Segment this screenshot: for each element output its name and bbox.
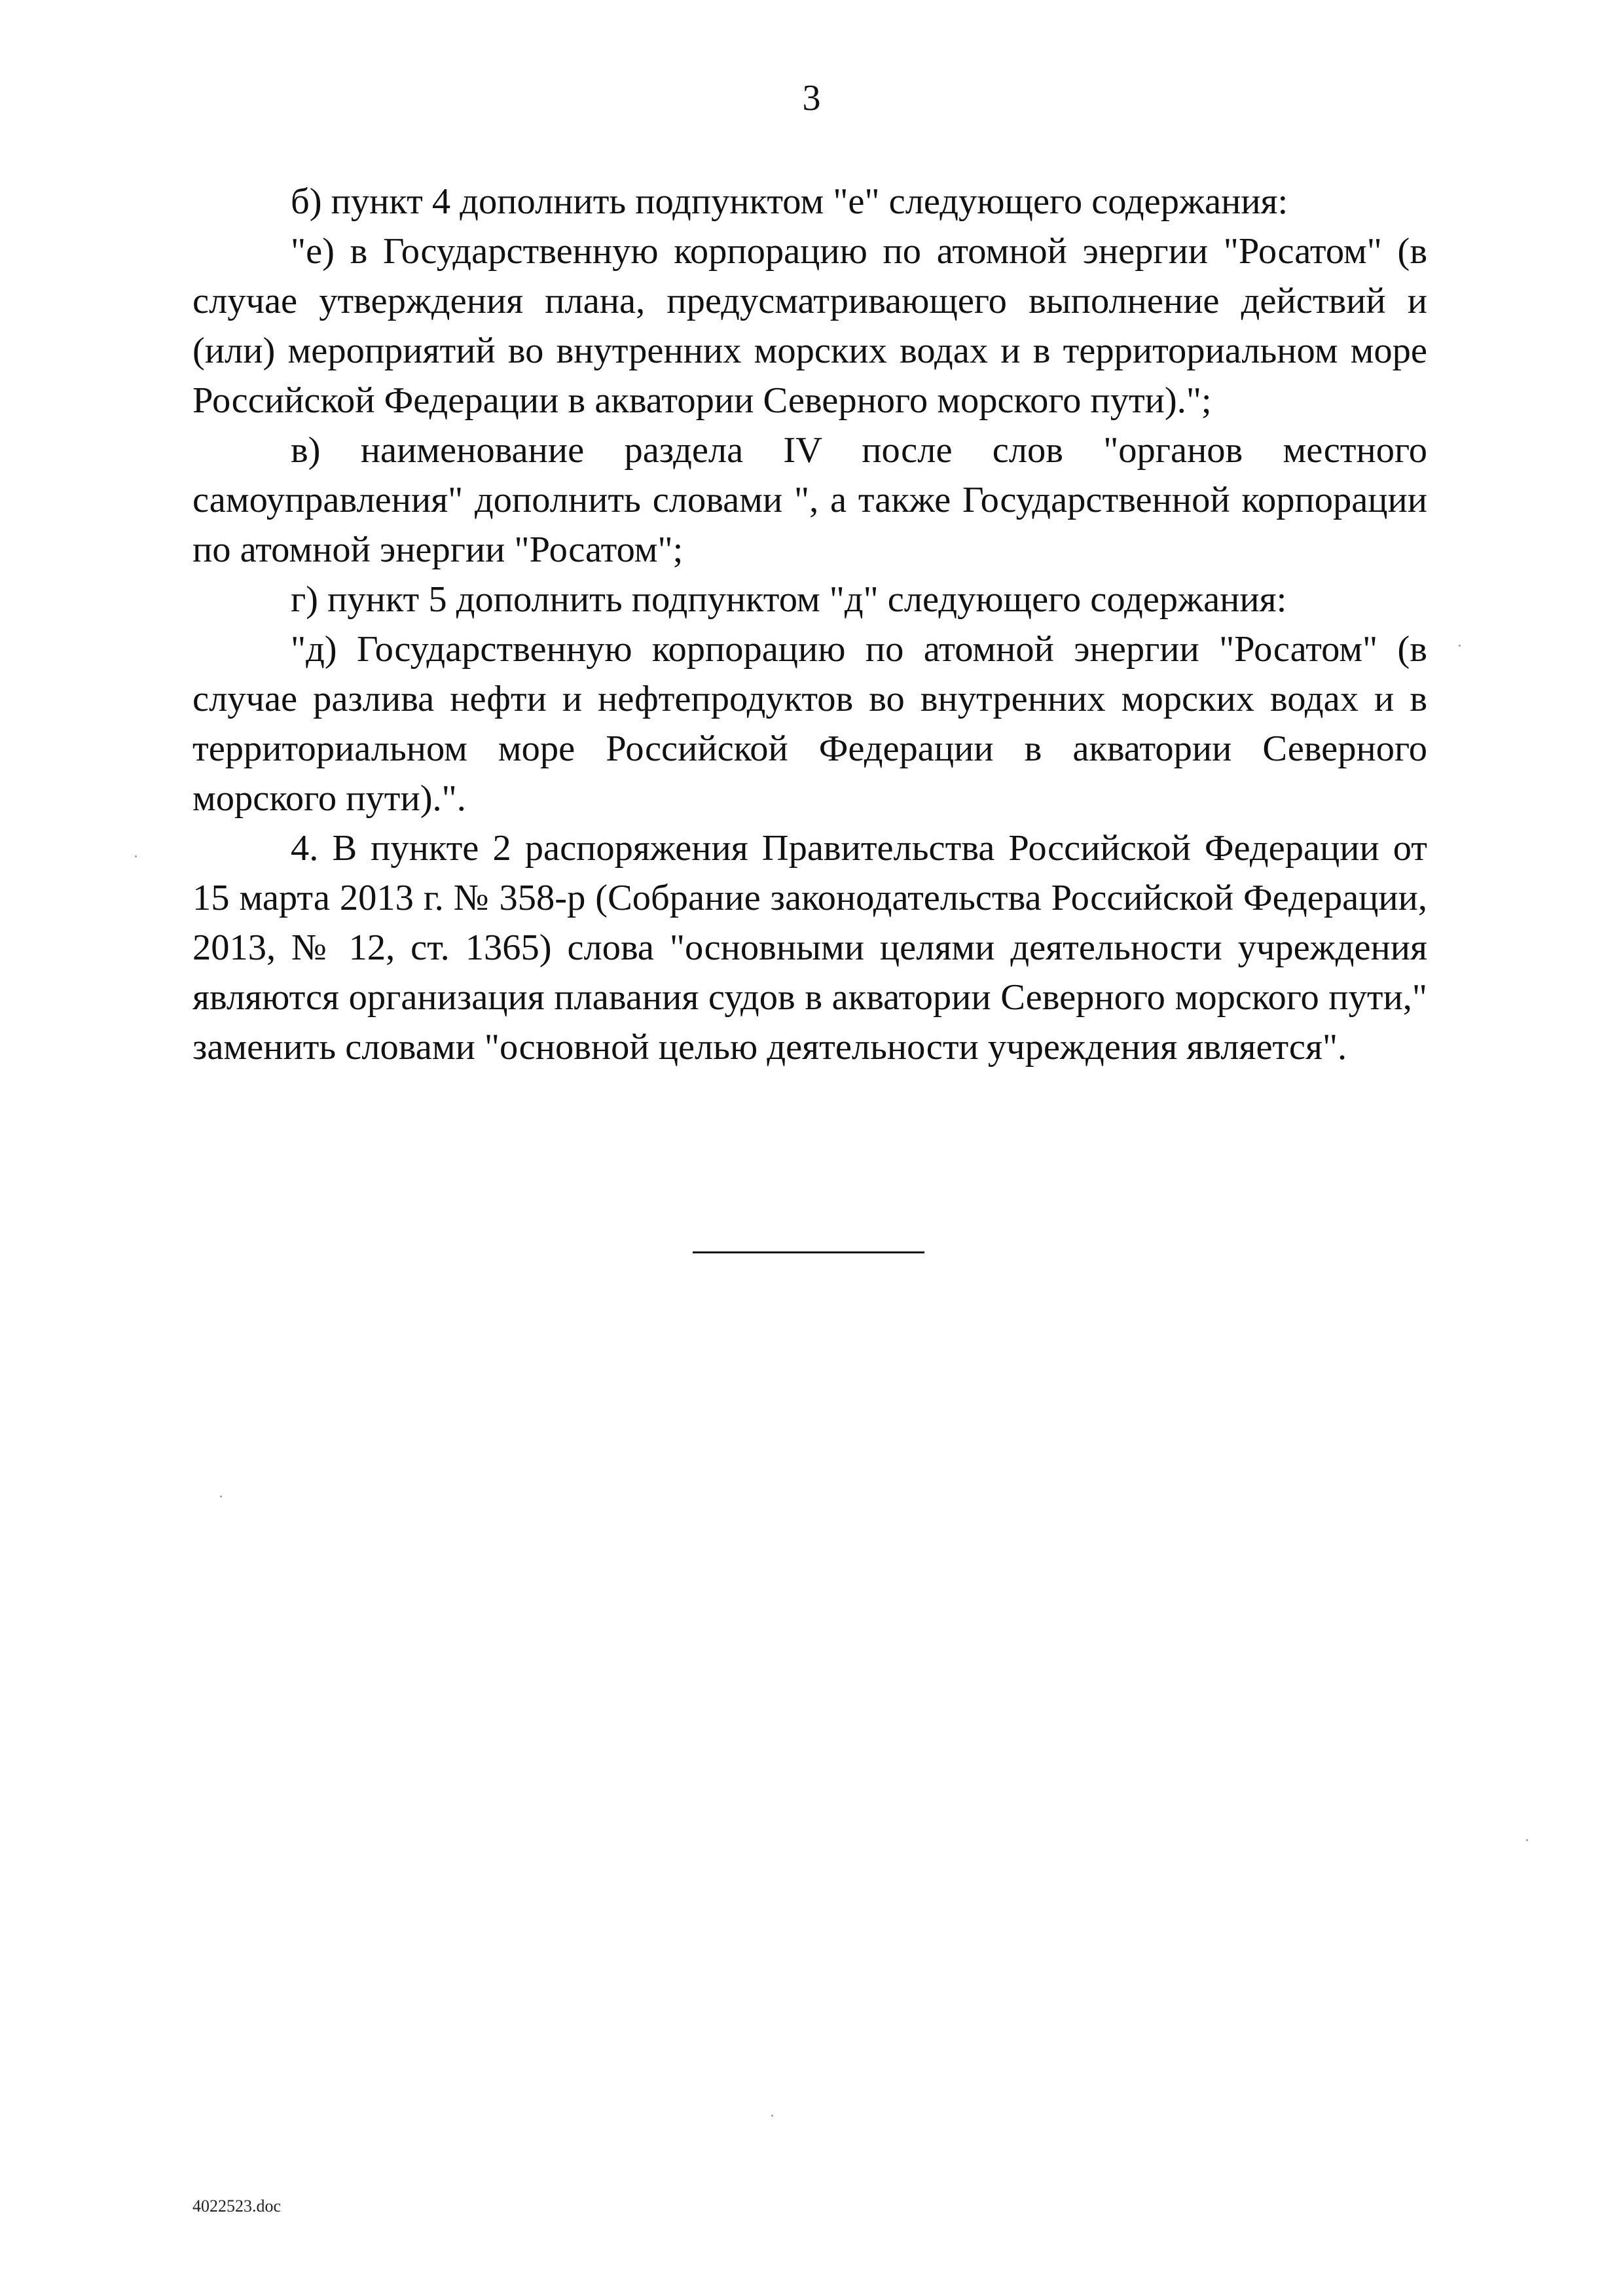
scan-speck	[1526, 1839, 1528, 1841]
footer-filename: 4022523.doc	[192, 2197, 282, 2215]
scan-speck	[1459, 645, 1461, 647]
scan-speck	[135, 855, 137, 857]
scan-speck	[220, 1496, 222, 1498]
paragraph-item-4: 4. В пункте 2 распоряжения Правительства Российской Федерации от 15 марта 2013 г. № 358-р (Собрание законодательства Российской Федерации, 2013, № 12, ст. 1365) слова "основными целями деятельности учреждения являются организация плавания судов в акватории Северного морского пути," заменить словами "основной целью деятельности учреждения является".	[192, 828, 1427, 1067]
scan-speck	[771, 2115, 773, 2117]
end-of-text-divider	[693, 1251, 924, 1253]
paragraph-e-subitem: "е) в Государственную корпорацию по атомной энергии "Росатом" (в случае утверждения плана, предусматривающего выполнение действий и (или) мероприятий во внутренних морских водах и в территориальном море Российской Федерации в акватории Северного морского пути).";	[192, 231, 1427, 421]
paragraph-d-subitem: "д) Государственную корпорацию по атомной энергии "Росатом" (в случае разлива нефти и нефтепродуктов во внутренних морских водах и в территориальном море Российской Федерации в акватории Северного морского пути).".	[192, 629, 1427, 819]
paragraph-v: в) наименование раздела IV после слов "органов местного самоуправления" дополнить словами ", а также Государственной корпорации по атомной энергии "Росатом";	[192, 430, 1427, 570]
paragraph-g: г) пункт 5 дополнить подпунктом "д" следующего содержания:	[291, 579, 1287, 620]
document-body	[192, 177, 1427, 1072]
paragraph-b: б) пункт 4 дополнить подпунктом "е" следующего содержания:	[291, 181, 1288, 222]
page-number: 3	[802, 78, 821, 118]
